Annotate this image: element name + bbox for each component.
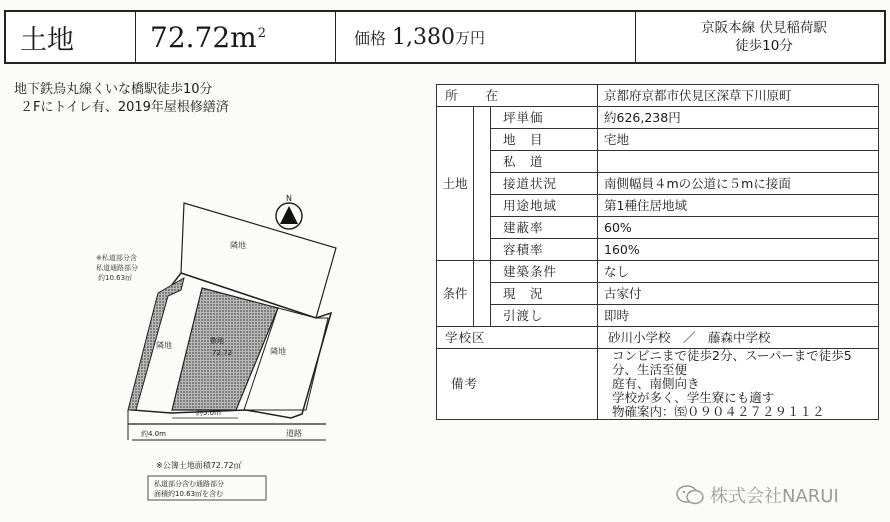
row-label: 現 況 <box>491 283 598 305</box>
plan-label-top: 隣地 <box>230 241 246 250</box>
row-label: 建蔽率 <box>491 217 598 239</box>
total-area-note: ※公簿土地面積72.72㎡ <box>156 461 242 470</box>
row-value: 宅地 <box>598 129 879 151</box>
table-row <box>437 327 879 349</box>
road-width-label: 約4.0m <box>141 430 166 438</box>
row-label: 用途地域 <box>491 195 598 217</box>
remarks-value <box>598 349 879 420</box>
table-row <box>437 85 879 107</box>
school-value: 砂川小学校 ／ 藤森中学校 <box>598 327 879 349</box>
price-label: 価格 <box>354 28 387 48</box>
plan-label-right: 隣地 <box>270 347 286 356</box>
watermark <box>676 482 839 508</box>
remarks-line: コンビニまで徒歩2分、スーパーまで徒歩5 <box>612 348 852 363</box>
land-area-unit-sup: 2 <box>257 25 266 41</box>
row-value <box>598 151 879 173</box>
note-line: 地下鉄烏丸線くいな橋駅徒歩10分 <box>14 82 213 97</box>
row-label: 接道状況 <box>491 173 598 195</box>
remarks-label: 備考 <box>437 349 598 420</box>
table-row <box>437 107 879 129</box>
row-label: 容積率 <box>491 239 598 261</box>
row-label: 私 道 <box>491 151 598 173</box>
remarks-line: 分、生活至便 <box>612 362 688 377</box>
section-land: 土地 <box>437 107 474 261</box>
plan-label-center-2: 72.72 <box>212 349 233 357</box>
watermark-text: 株式会社NARUI <box>710 486 839 507</box>
row-label: 地 目 <box>491 129 598 151</box>
row-value: 約626,238円 <box>598 107 879 129</box>
private-road-note-1: ※私道部分含 <box>96 254 137 262</box>
school-label: 学校区 <box>437 327 598 349</box>
land-area-value: 72.72m <box>150 20 257 54</box>
table-row <box>437 217 879 239</box>
table-row <box>437 195 879 217</box>
table-row <box>437 151 879 173</box>
station-access <box>636 12 884 62</box>
property-spec-table <box>436 84 879 420</box>
location-label: 所 在 <box>437 85 598 107</box>
table-row <box>437 305 879 327</box>
listing-header <box>4 10 886 64</box>
station-access-line2: 徒歩10分 <box>735 38 793 54</box>
row-label: 建築条件 <box>491 261 598 283</box>
table-row <box>437 173 879 195</box>
wechat-icon <box>676 484 704 506</box>
location-value: 京都府京都市伏見区深草下川原町 <box>598 85 879 107</box>
note-line: ２Fにトイレ有、2019年屋根修繕済 <box>20 100 229 115</box>
row-value: 南側幅員４mの公道に５mに接面 <box>598 173 879 195</box>
row-value: 60% <box>598 217 879 239</box>
property-type: 土地 <box>6 12 136 62</box>
private-road-note-3: 約10.63㎡ <box>98 274 133 282</box>
remarks-line: 物確案内：㉃０９０４２７２９１１２ <box>612 404 825 419</box>
station-access-line1: 京阪本線 伏見稲荷駅 <box>701 20 827 36</box>
row-label: 坪単価 <box>491 107 598 129</box>
section-conditions: 条件 <box>437 261 474 327</box>
site-plan <box>6 178 430 513</box>
remarks-line: 学校が多く、学生寮にも適す <box>612 390 775 405</box>
table-row <box>437 349 879 420</box>
bottom-note-1: 私道部分含む通路部分 <box>154 480 224 488</box>
plan-label-left: 隣地 <box>156 341 172 350</box>
row-value: 古家付 <box>598 283 879 305</box>
remarks-line: 庭有、南側向き <box>612 376 700 391</box>
road-label: 道路 <box>286 429 302 438</box>
row-value: なし <box>598 261 879 283</box>
row-value: 160% <box>598 239 879 261</box>
table-row <box>437 129 879 151</box>
private-road-note-2: 私道通路部分 <box>96 264 138 272</box>
north-letter: N <box>286 194 292 203</box>
row-label: 引渡し <box>491 305 598 327</box>
table-row <box>437 239 879 261</box>
table-row <box>437 283 879 305</box>
plan-label-center-1: 敷地 <box>210 337 224 345</box>
north-arrow-icon <box>280 206 298 224</box>
row-value: 第1種住居地域 <box>598 195 879 217</box>
row-value: 即時 <box>598 305 879 327</box>
price-unit: 万円 <box>455 28 486 47</box>
property-notes <box>14 81 229 117</box>
land-area <box>136 12 336 62</box>
price <box>336 12 636 62</box>
table-row <box>437 261 879 283</box>
bottom-note-2: 面積約10.63㎡を含む <box>154 490 224 498</box>
price-value: 1,380 <box>392 24 455 50</box>
frontage-label: 約5.0m <box>196 409 221 417</box>
